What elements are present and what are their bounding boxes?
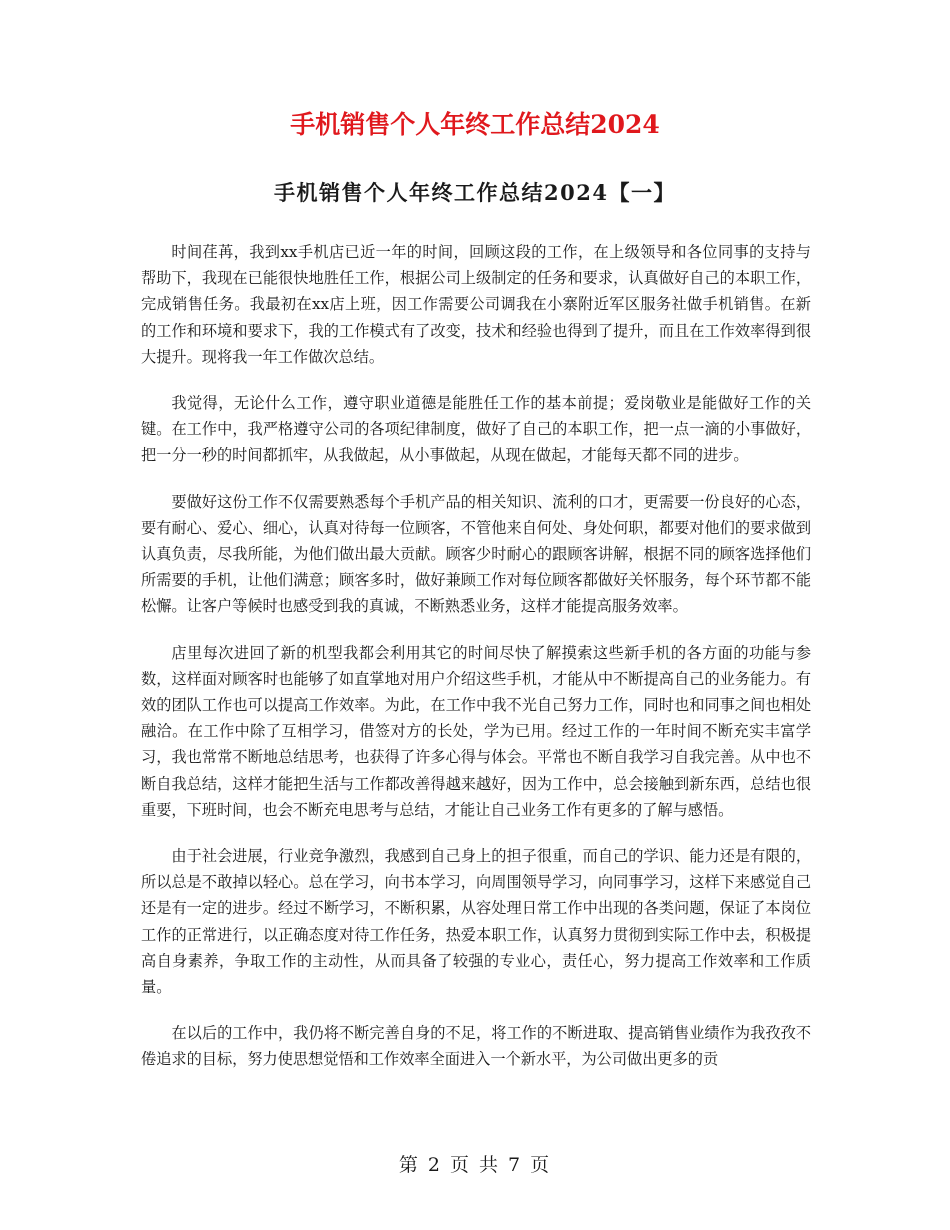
paragraph: 由于社会进展，行业竞争激烈，我感到自己身上的担子很重，而自己的学识、能力还是有限的，所以总是不敢掉以轻心。总在学习，向书本学习，向周围领导学习，向同事学习，这样下来感觉自己还是有一定的进步。经过不断学习，不断积累，从容处理日常工作中出现的各类问题，保证了本岗位工作的正常进行，以正确态度对待工作任务，热爱本职工作，认真努力贯彻到实际工作中去，积极提高自身素养，争取工作的主动性，从而具备了较强的专业心，责任心，努力提高工作效率和工作质量。 bbox=[141, 847, 811, 997]
paragraph: 在以后的工作中，我仍将不断完善自身的不足，将工作的不断进取、提高销售业绩作为我孜孜不倦追求的目标，努力使思想觉悟和工作效率全面进入一个新水平，为公司做出更多的贡 bbox=[141, 1024, 811, 1069]
document-body bbox=[141, 239, 811, 1093]
page-number-footer: 第 2 页 共 7 页 bbox=[398, 1154, 552, 1176]
paragraph: 店里每次进回了新的机型我都会利用其它的时间尽快了解摸索这些新手机的各方面的功能与参数，这样面对顾客时也能够了如直掌地对用户介绍这些手机，才能从中不断提高自己的业务能力。有效的团队工作也可以提高工作效率。为此，在工作中我不光自己努力工作，同时也和同事之间也相处融洽。在工作中除了互相学习，借签对方的长处，学为已用。经过工作的一年时间不断充实丰富学习，我也常常不断地总结思考，也获得了许多心得与体会。平常也不断自我学习自我完善。从中也不断自我总结，这样才能把生活与工作都改善得越来越好，因为工作中，总会接触到新东西，总结也很重要，下班时间，也会不断充电思考与总结，才能让自己业务工作有更多的了解与感悟。 bbox=[141, 643, 811, 819]
document-title: 手机销售个人年终工作总结2024 bbox=[290, 110, 660, 139]
paragraph: 我觉得，无论什么工作，遵守职业道德是能胜任工作的基本前提；爱岗敬业是能做好工作的关键。在工作中，我严格遵守公司的各项纪律制度，做好了自己的本职工作，把一点一滴的小事做好，把一分一秒的时间都抓牢，从我做起，从小事做起，从现在做起，才能每天都不同的进步。 bbox=[141, 394, 811, 465]
paragraph: 时间荏苒，我到xx手机店已近一年的时间，回顾这段的工作，在上级领导和各位同事的支持与帮助下，我现在已能很快地胜任工作，根据公司上级制定的任务和要求，认真做好自己的本职工作，完成销售任务。我最初在xx店上班，因工作需要公司调我在小寨附近军区服务社做手机销售。在新的工作和环境和要求下，我的工作模式有了改变，技术和经验也得到了提升，而且在工作效率得到很大提升。现将我一年工作做次总结。 bbox=[141, 243, 811, 366]
paragraph: 要做好这份工作不仅需要熟悉每个手机产品的相关知识、流利的口才，更需要一份良好的心态，要有耐心、爱心、细心，认真对待每一位顾客，不管他来自何处、身处何职，都要对他们的要求做到认真负责，尽我所能，为他们做出最大贡献。顾客少时耐心的跟顾客讲解，根据不同的顾客选择他们所需要的手机，让他们满意；顾客多时，做好兼顾工作对每位顾客都做好关怀服务，每个环节都不能松懈。让客户等候时也感受到我的真诚，不断熟悉业务，这样才能提高服务效率。 bbox=[141, 492, 811, 616]
section-heading: 手机销售个人年终工作总结2024【一】 bbox=[274, 180, 676, 205]
